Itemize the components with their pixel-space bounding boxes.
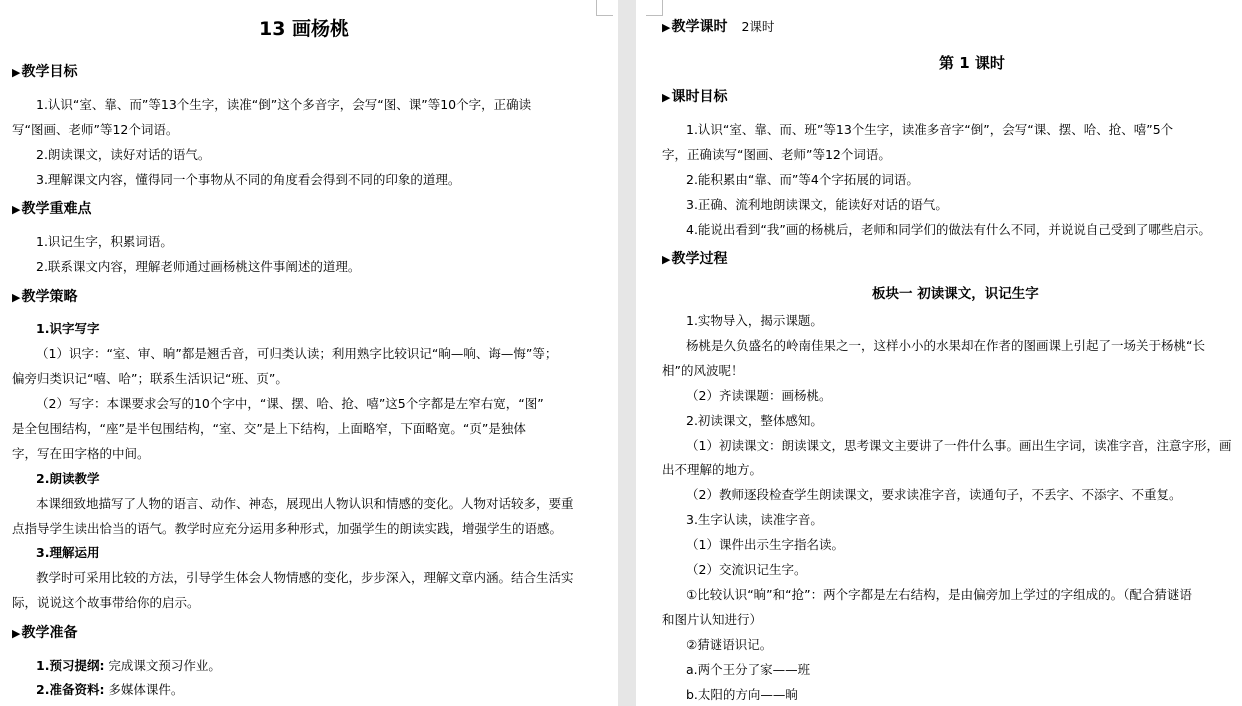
text-line: ①比较认识“晌”和“抢”：两个字都是左右结构，是由偏旁加上学过的字组成的。（配合猜谜语 (686, 587, 1192, 602)
subheading-comprehension: 3.理解运用 (36, 545, 100, 560)
prep-item: 1.预习提纲: 完成课文预习作业。 (36, 658, 221, 673)
page-corner-mark (646, 0, 663, 16)
text-line: 和图片认知进行） (662, 612, 763, 627)
triangle-bullet-icon: ▶ (662, 21, 671, 34)
text-line: 1.识记生字，积累词语。 (36, 234, 173, 249)
text-line: 3.理解课文内容，懂得同一个事物从不同的角度看会得到不同的印象的道理。 (36, 172, 461, 187)
section-heading-prep: ▶教学准备 (12, 625, 78, 641)
lesson-title: 13 画杨桃 (258, 18, 350, 40)
text-line: 相”的风波呢！ (662, 363, 744, 378)
text-line: 2.朗读课文，读好对话的语气。 (36, 147, 211, 162)
text-line: a.两个王分了家——班 (686, 662, 811, 677)
subheading-reading: 2.朗读教学 (36, 471, 100, 486)
section-heading-keypoints: ▶教学重难点 (12, 201, 92, 217)
text-line: b.太阳的方向——晌 (686, 687, 798, 702)
text-line: 2.能积累由“靠、而”等4个字拓展的词语。 (686, 172, 919, 187)
text-line: 字，正确读写“图画、老师”等12个词语。 (662, 147, 891, 162)
text-line: （2）交流识记生字。 (686, 562, 807, 577)
text-line: （2）齐读课题：画杨桃。 (686, 388, 832, 403)
triangle-bullet-icon: ▶ (12, 66, 21, 79)
text-line: （1）课件出示生字指名读。 (686, 537, 844, 552)
section-heading-process: ▶教学过程 (662, 251, 728, 267)
hours-heading: ▶教学课时 2课时 (662, 19, 775, 35)
text-line: 际，说说这个故事带给你的启示。 (12, 595, 200, 610)
text-line: 是全包围结构，“座”是半包围结构，“室、交”是上下结构，上面略窄，下面略宽。“页”是独体 (12, 421, 526, 436)
triangle-bullet-icon: ▶ (662, 253, 671, 266)
section-heading-goals: ▶教学目标 (12, 64, 78, 80)
text-line: 杨桃是久负盛名的岭南佳果之一，这样小小的水果却在作者的图画课上引起了一场关于杨桃“长 (686, 338, 1205, 353)
text-line: 4.能说出看到“我”画的杨桃后，老师和同学们的做法有什么不同，并说说自己受到了哪些启示。 (686, 222, 1211, 237)
section-heading-lesson-goals: ▶课时目标 (662, 89, 728, 105)
prep-item: 2.准备资料: 多媒体课件。 (36, 682, 184, 697)
text-line: 写“图画、老师”等12个词语。 (12, 122, 179, 137)
triangle-bullet-icon: ▶ (662, 91, 671, 104)
triangle-bullet-icon: ▶ (12, 203, 21, 216)
text-line: 1.认识“室、靠、而、班”等13个生字，读准多音字“倒”，会写“课、摆、哈、抢、嘻”5个 (686, 122, 1174, 137)
triangle-bullet-icon: ▶ (12, 291, 21, 304)
text-line: ②猜谜语识记。 (686, 637, 773, 652)
text-line: （1）识字：“室、审、晌”都是翘舌音，可归类认读；利用熟字比较识记“晌—响、诲—悔”等； (36, 346, 558, 361)
text-line: （1）初读课文：朗读课文，思考课文主要讲了一件什么事。画出生字词，读准字音，注意字形，画 (686, 438, 1232, 453)
block-title: 板块一 初读课文，识记生字 (872, 286, 1039, 302)
text-line: 点指导学生读出恰当的语气。教学时应充分运用多种形式，加强学生的朗读实践，增强学生的语感。 (12, 521, 563, 536)
text-line: 偏旁归类识记“嘻、哈”；联系生活识记“班、页”。 (12, 371, 288, 386)
document-page-left (0, 0, 618, 706)
section-heading-strategy: ▶教学策略 (12, 289, 78, 305)
text-line: （2）教师逐段检查学生朗读课文，要求读准字音，读通句子，不丢字、不添字、不重复。 (686, 487, 1182, 502)
document-page-right (636, 0, 1242, 706)
subheading-literacy: 1.识字写字 (36, 321, 100, 336)
text-line: 教学时可采用比较的方法，引导学生体会人物情感的变化，步步深入，理解文章内涵。结合生活实 (36, 570, 574, 585)
text-line: 本课细致地描写了人物的语言、动作、神态，展现出人物认识和情感的变化。人物对话较多，要重 (36, 496, 574, 511)
text-line: 1.认识“室、靠、而”等13个生字，读准“倒”这个多音字，会写“图、课”等10个字，正确读 (36, 97, 532, 112)
text-line: 3.正确、流利地朗读课文，能读好对话的语气。 (686, 197, 948, 212)
text-line: 1.实物导入，揭示课题。 (686, 313, 823, 328)
lesson-number-title: 第 1 课时 (939, 54, 1005, 72)
text-line: （2）写字：本课要求会写的10个字中，“课、摆、哈、抢、嘻”这5个字都是左窄右宽，“图” (36, 396, 544, 411)
page-corner-mark (596, 0, 613, 16)
text-line: 3.生字认读，读准字音。 (686, 512, 823, 527)
text-line: 出不理解的地方。 (662, 462, 763, 477)
triangle-bullet-icon: ▶ (12, 627, 21, 640)
text-line: 字，写在田字格的中间。 (12, 446, 150, 461)
text-line: 2.初读课文，整体感知。 (686, 413, 823, 428)
text-line: 2.联系课文内容，理解老师通过画杨桃这件事阐述的道理。 (36, 259, 361, 274)
